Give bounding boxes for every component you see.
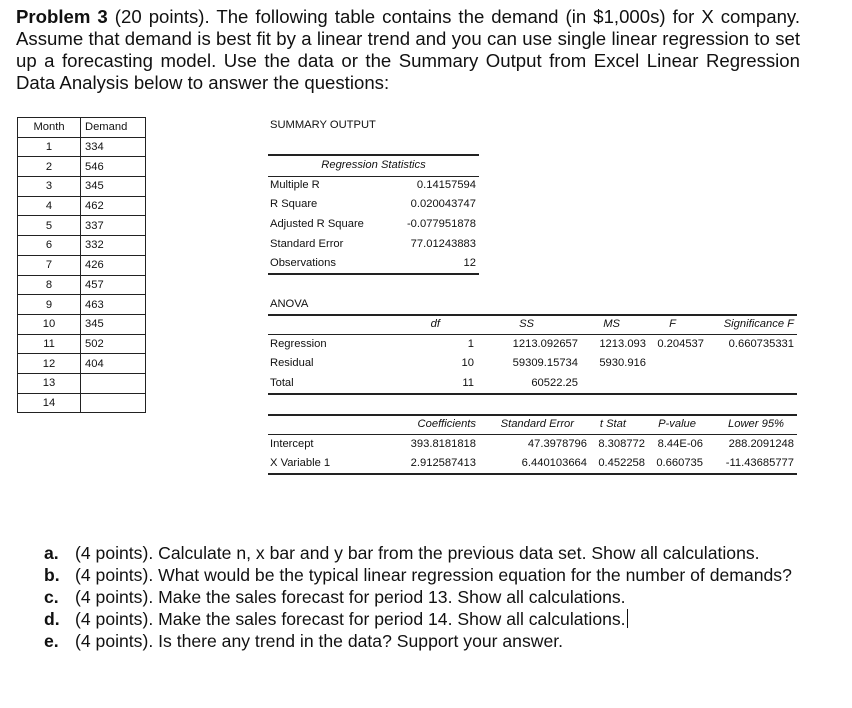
anova-header-ms: MS (603, 318, 620, 330)
demand-cell: 345 (81, 177, 146, 197)
stat-value: 0.020043747 (410, 198, 476, 210)
anova-ss: 1213.092657 (512, 338, 578, 350)
stat-label: Multiple R (270, 179, 320, 191)
demand-cell: 337 (81, 216, 146, 236)
question-letter: c. (44, 587, 59, 607)
stat-label: Observations (270, 257, 336, 269)
month-cell: 1 (18, 137, 81, 157)
coef-top-rule (268, 414, 797, 416)
coef-standard-error: 47.3978796 (527, 438, 587, 450)
anova-df: 10 (461, 357, 474, 369)
regression-stats-bottom-rule (268, 273, 479, 275)
table-row (18, 255, 146, 275)
question-letter: e. (44, 631, 59, 651)
summary-output-title: SUMMARY OUTPUT (270, 119, 376, 131)
month-cell: 9 (18, 295, 81, 315)
stat-value: 77.01243883 (410, 238, 476, 250)
month-cell: 6 (18, 236, 81, 256)
problem-heading: Problem 3 (16, 6, 108, 27)
table-row (18, 334, 146, 354)
problem-statement (16, 6, 800, 94)
coef-header-coefficients: Coefficients (417, 418, 476, 430)
coef-header-rule (268, 434, 797, 435)
question-item (44, 586, 804, 608)
anova-ss: 59309.15734 (512, 357, 578, 369)
coef-header-lower-95: Lower 95% (728, 418, 784, 430)
question-item (44, 564, 804, 586)
question-item (44, 542, 804, 564)
question-item (44, 608, 804, 630)
stat-value: -0.077951878 (406, 218, 476, 230)
table-row (18, 196, 146, 216)
stat-value: 12 (463, 257, 476, 269)
anova-ss: 60522.25 (531, 377, 578, 389)
anova-bottom-rule (268, 393, 797, 395)
anova-header-ss: SS (519, 318, 534, 330)
anova-row-label: Regression (270, 338, 327, 350)
question-letter: a. (44, 543, 59, 563)
anova-title: ANOVA (270, 298, 309, 310)
stat-label: Standard Error (270, 238, 344, 250)
month-cell: 2 (18, 157, 81, 177)
table-row (18, 354, 146, 374)
coef-t-stat: 0.452258 (598, 457, 645, 469)
month-cell: 4 (18, 196, 81, 216)
coef-value: 2.912587413 (410, 457, 476, 469)
text-cursor (627, 609, 628, 628)
question-text: (4 points). Make the sales forecast for period 14. Show all calculations. (75, 609, 626, 629)
anova-df: 11 (462, 377, 474, 389)
table-row (18, 216, 146, 236)
question-letter: d. (44, 609, 60, 629)
question-item (44, 630, 804, 652)
month-cell: 5 (18, 216, 81, 236)
month-cell: 10 (18, 314, 81, 334)
anova-header-f: F (669, 318, 676, 330)
table-header-row (18, 118, 146, 138)
stat-label: R Square (270, 198, 318, 210)
coef-value: 393.8181818 (410, 438, 476, 450)
question-text: (4 points). Calculate n, x bar and y bar from the previous data set. Show all calculations. (75, 543, 760, 563)
anova-header-df: df (430, 318, 440, 330)
month-cell: 3 (18, 177, 81, 197)
demand-cell (81, 373, 146, 393)
table-row (18, 275, 146, 295)
anova-header-rule (268, 334, 797, 335)
anova-df: 1 (467, 338, 474, 350)
demand-column-header: Demand (81, 118, 146, 138)
regression-stats-top-rule (268, 154, 479, 156)
demand-cell: 404 (81, 354, 146, 374)
coef-t-stat: 8.308772 (598, 438, 645, 450)
demand-cell: 334 (81, 137, 146, 157)
demand-cell: 332 (81, 236, 146, 256)
table-row (18, 373, 146, 393)
month-cell: 13 (18, 373, 81, 393)
demand-cell: 457 (81, 275, 146, 295)
coef-bottom-rule (268, 473, 797, 475)
table-row (18, 314, 146, 334)
demand-cell: 345 (81, 314, 146, 334)
regression-stats-header: Regression Statistics (321, 159, 426, 171)
coef-p-value: 8.44E-06 (657, 438, 703, 450)
month-cell: 8 (18, 275, 81, 295)
question-text: (4 points). Is there any trend in the data? Support your answer. (75, 631, 564, 651)
question-text: (4 points). Make the sales forecast for period 13. Show all calculations. (75, 587, 626, 607)
coef-lower-95: -11.43685777 (725, 457, 794, 469)
month-column-header: Month (18, 118, 81, 138)
stat-value: 0.14157594 (416, 179, 476, 191)
month-cell: 7 (18, 255, 81, 275)
coef-row-label: Intercept (270, 438, 314, 450)
question-text: (4 points). What would be the typical linear regression equation for the number of demands? (75, 565, 792, 585)
month-cell: 11 (18, 334, 81, 354)
demand-cell: 463 (81, 295, 146, 315)
table-row (18, 236, 146, 256)
question-list (44, 542, 804, 652)
anova-ms: 5930.916 (599, 357, 646, 369)
table-row (18, 177, 146, 197)
anova-f: 0.204537 (657, 338, 704, 350)
problem-text: (20 points). The following table contains the demand (in $1,000s) for X company. Assume that demand is best fit by a linear trend and you can use single linear regression to set up a forecasting model. Use the data or the Summary Output from Excel Linear Regression Data Analysis below to answer the questions: (16, 6, 800, 93)
coef-header-p-value: P-value (658, 418, 696, 430)
coef-lower-95: 288.2091248 (728, 438, 794, 450)
month-cell: 12 (18, 354, 81, 374)
month-cell: 14 (18, 393, 81, 413)
anova-header-significance-f: Significance F (723, 318, 794, 330)
anova-row-label: Total (270, 377, 294, 389)
demand-cell: 462 (81, 196, 146, 216)
coef-header-standard-error: Standard Error (500, 418, 574, 430)
anova-ms: 1213.093 (599, 338, 646, 350)
table-row (18, 295, 146, 315)
anova-significance-f: 0.660735331 (728, 338, 794, 350)
demand-cell: 546 (81, 157, 146, 177)
coef-row-label: X Variable 1 (270, 457, 331, 469)
demand-cell (81, 393, 146, 413)
anova-top-rule (268, 314, 797, 316)
coef-header-t-stat: t Stat (599, 418, 626, 430)
table-row (18, 393, 146, 413)
table-row (18, 157, 146, 177)
demand-data-table (17, 117, 146, 413)
anova-row-label: Residual (270, 357, 314, 369)
demand-cell: 426 (81, 255, 146, 275)
coef-p-value: 0.660735 (656, 457, 703, 469)
question-letter: b. (44, 565, 60, 585)
table-row (18, 137, 146, 157)
coef-standard-error: 6.440103664 (521, 457, 587, 469)
stat-label: Adjusted R Square (270, 218, 364, 230)
demand-cell: 502 (81, 334, 146, 354)
regression-stats-header-rule (268, 176, 479, 177)
